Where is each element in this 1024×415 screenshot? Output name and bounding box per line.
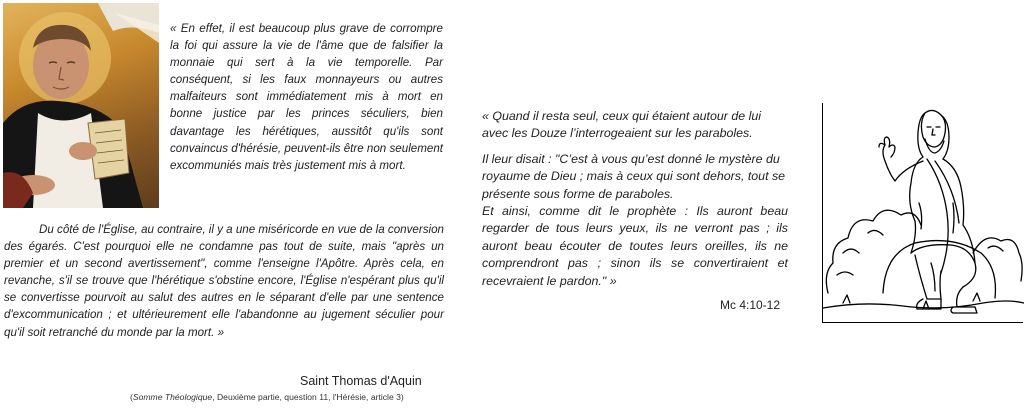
source-work-title: Somme Théologique [132,392,213,402]
aquinas-quote-paragraph-2: Du côté de l'Église, au contraire, il y a une miséricorde en vue de la conversion des égarés. C'est pourquoi elle ne condamne pas tout de suite, mais "après un premier et un second avertissement", comme l'enseigne l'Apôtre. Après cela, en revanche, s'il se trouve que l'hérétique s'obstine encore, l'Église n'espérant plus qu'il se convertisse pourvoit au salut des autres en le séparant d'elle par une sentence d'excommunication ; et ultérieurement elle l'abandonne au jugement séculier pour qu'il soit retranché du monde par la mort. » [4,223,444,339]
jesus-drawing-frame [822,103,1023,323]
gospel-quote-line-3: Et ainsi, comme dit le prophète : Ils auront beau regarder de tous leurs yeux, ils ne verront pas ; ils auront beau écouter de toutes leurs oreilles, ils ne comprendront pas ; sinon ils se convertiraient et recevraient le pardon." » [482,204,788,288]
gospel-quote [482,108,788,290]
quote-source [130,392,404,402]
saint-thomas-painting [3,3,159,208]
quote-author: Saint Thomas d'Aquin [300,374,422,388]
aquinas-quote-paragraph-1: « En effet, il est beaucoup plus grave de corrompre la foi qui assure la vie de l'âme que de falsifier la monnaie qui sert à la vie temporelle. Par conséquent, si les faux monnayeurs ou autres malfaiteurs sont immédiatement mis à mort en bonne justice par les princes séculiers, bien davantage les hérétiques, aussitôt qu'ils sont convaincus d'hérésie, peuvent-ils être non seulement excommuniés mais très justement mis à mort. [170,22,443,172]
jesus-teaching-icon [823,103,1024,323]
source-open-paren: ( [130,392,133,402]
gospel-quote-line-1: « Quand il resta seul, ceux qui étaient autour de lui avec les Douze l’interrogeaient sur les paraboles. [482,109,761,141]
source-details: , Deuxième partie, question 11, l'Hérésie, article 3) [212,392,404,402]
saint-thomas-figure-icon [3,3,159,208]
gospel-quote-line-2: Il leur disait : "C’est à vous qu’est donné le mystère du royaume de Dieu ; mais à ceux qui sont dehors, tout se présente sous forme de paraboles. [482,151,786,201]
gospel-reference: Mc 4:10-12 [720,298,781,312]
